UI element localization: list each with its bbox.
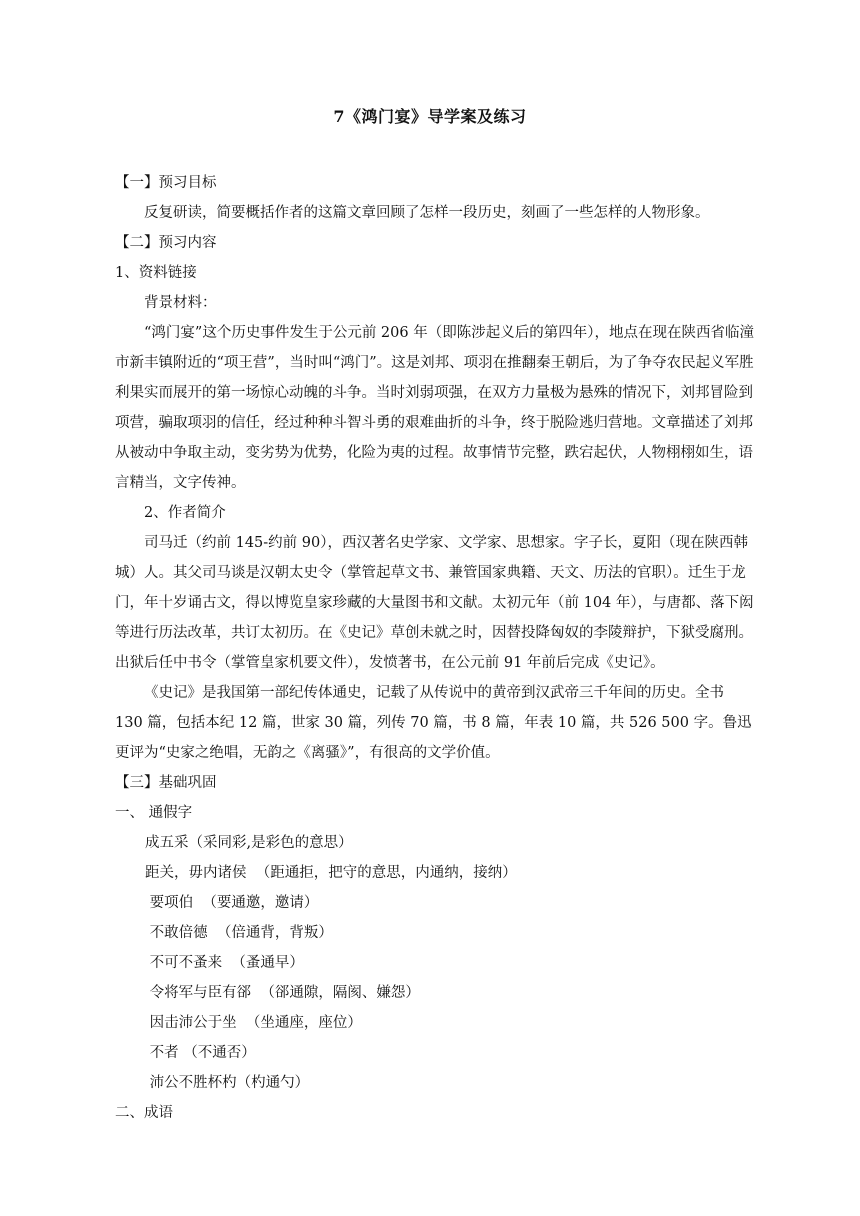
section-heading-basics: 【三】基础巩固 xyxy=(115,775,217,791)
section-heading-preview-goal: 【一】预习目标 xyxy=(115,175,217,191)
tongjia-item: 不者 （不通否） xyxy=(145,1045,256,1061)
subheading-idioms: 二、成语 xyxy=(115,1105,173,1121)
page-title: 7《鸿门宴》导学案及练习 xyxy=(333,107,527,126)
section-heading-preview-content: 【二】预习内容 xyxy=(115,235,217,251)
tongjia-item: 不敢倍德 （倍通背，背叛） xyxy=(145,925,333,941)
document-body xyxy=(115,168,755,1128)
tongjia-item: 要项伯 （要通邀，邀请） xyxy=(145,895,319,911)
shiji-text: 《史记》是我国第一部纪传体通史，记载了从传说中的黄帝到汉武帝三千年间的历史。全书 130 篇，包括本纪 12 篇，世家 30 篇，列传 70 篇，书 8 篇，年表 10 篇，共 526 500 字。鲁迅更评为“史家之绝唱，无韵之《离骚》”，有很高的文学价值。 xyxy=(115,685,752,761)
tongjia-item: 不可不蚤来 （蚤通早） xyxy=(145,955,304,971)
subheading-author: 2、作者简介 xyxy=(144,505,226,521)
tongjia-item: 令将军与臣有郤 （郤通隙，隔阂、嫌怨） xyxy=(145,985,420,1001)
author-text: 司马迁（约前 145-约前 90），西汉著名史学家、文学家、思想家。字子长，夏阳（现在陕西韩城）人。其父司马谈是汉朝太史令（掌管起草文书、兼管国家典籍、天文、历法的官职）。迁生于龙门，年十岁诵古文，得以博览皇家珍藏的大量图书和文献。太初元年（前 104 年），与唐都、落下闳等进行历法改革，共订太初历。在《史记》草创未就之时，因替投降匈奴的李陵辩护，下狱受腐刑。出狱后任中书令（掌管皇家机要文件），发愤著书，在公元前 91 年前后完成《史记》。 xyxy=(115,535,754,671)
preview-goal-text: 反复研读，简要概括作者的这篇文章回顾了怎样一段历史，刻画了一些怎样的人物形象。 xyxy=(144,205,710,221)
background-label: 背景材料： xyxy=(144,295,217,311)
tongjia-item: 沛公不胜杯杓（杓通勺） xyxy=(145,1075,310,1091)
subheading-tongjia: 一、 通假字 xyxy=(115,805,193,821)
tongjia-item: 因击沛公于坐 （坐通座，座位） xyxy=(145,1015,362,1031)
subheading-materials: 1、资料链接 xyxy=(115,265,197,281)
background-text: “鸿门宴”这个历史事件发生于公元前 206 年（即陈涉起义后的第四年），地点在现在陕西省临潼市新丰镇附近的“项王营”，当时叫“鸿门”。这是刘邦、项羽在推翻秦王朝后，为了争夺农民起义军胜利果实而展开的第一场惊心动魄的斗争。当时刘弱项强，在双方力量极为悬殊的情况下，刘邦冒险到项营，骗取项羽的信任，经过种种斗智斗勇的艰难曲折的斗争，终于脱险逃归营地。文章描述了刘邦从被动中争取主动，变劣势为优势，化险为夷的过程。故事情节完整，跌宕起伏，人物栩栩如生，语言精当，文字传神。 xyxy=(115,325,754,491)
tongjia-item: 成五采（采同彩,是彩色的意思） xyxy=(145,835,353,851)
tongjia-item: 距关，毋内诸侯 （距通拒，把守的意思，内通纳，接纳） xyxy=(145,865,517,881)
